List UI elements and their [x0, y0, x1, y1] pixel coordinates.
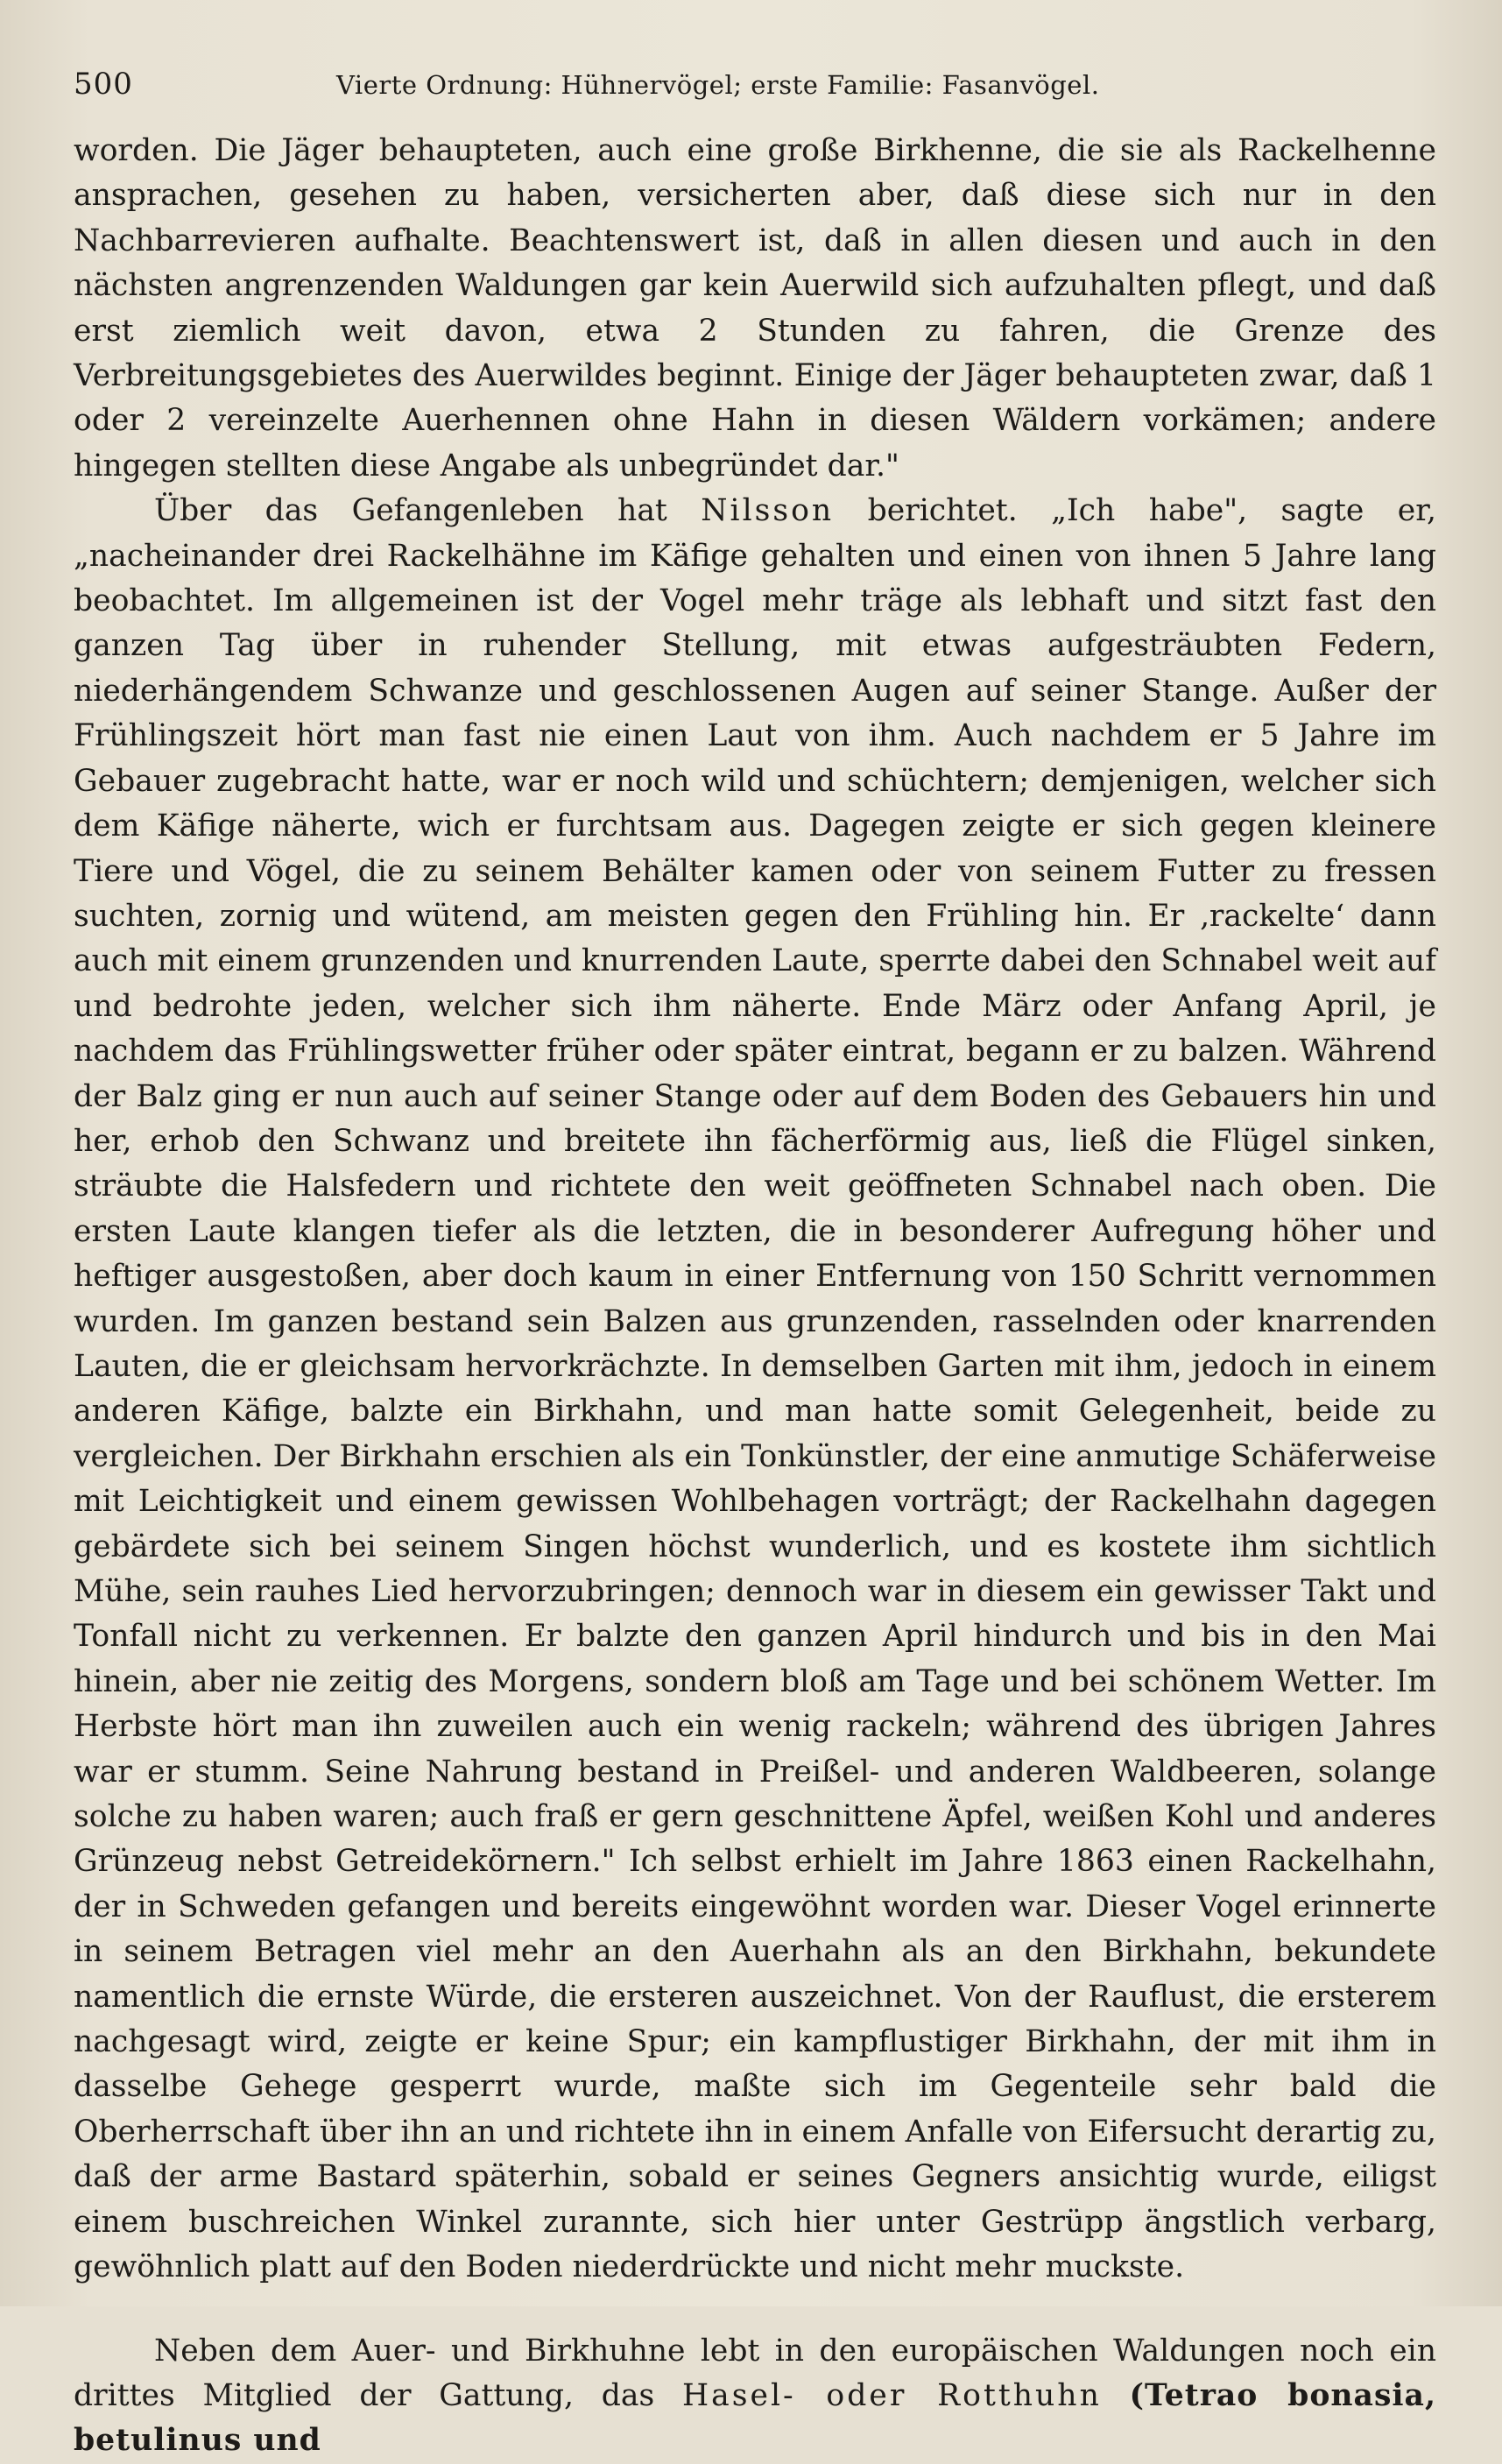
paragraph-continued: worden. Die Jäger behaupteten, auch eine große Birkhenne, die sie als Rackelhenne ansprachen, gesehen zu haben, versicherten aber, daß diese sich nur in den Nachbarrevieren aufhalte. Beachtenswert ist, daß in allen diesen und auch in den nächsten angrenzenden Waldungen gar kein Auerwild sich aufzuhalten pflegt, und daß erst ziemlich weit davon, etwa 2 Stunden zu fahren, die Grenze des Verbreitungsgebietes des Auerwildes beginnt. Einige der Jäger behaupteten zwar, daß 1 oder 2 vereinzelte Auerhennen ohne Hahn in diesen Wäldern vorkämen; andere hingegen stellten diese Angabe als unbegründet dar." [74, 133, 1436, 484]
latin-species-name: (Tetrao bonasia, betulinus und [74, 2377, 1436, 2459]
running-head: Vierte Ordnung: Hühnervögel; erste Familie: Fasanvögel. [336, 70, 1100, 100]
paragraph-nilsson-report [74, 489, 1436, 2290]
page-number: 500 [74, 67, 133, 102]
body-text [74, 129, 1436, 2464]
paragraph-text-rest: berichtet. „Ich habe", sagte er, „nacheinander drei Rackelhähne im Käfige gehalten und einen von ihnen 5 Jahre lang beobachtet. Im allgemeinen ist der Vogel mehr träge als lebhaft und sitzt fast den ganzen Tag über in ruhender Stellung, mit etwas aufgesträubten Federn, niederhängendem Schwanze und geschlossenen Augen auf seiner Stange. Außer der Frühlingszeit hört man fast nie einen Laut von ihm. Auch nachdem er 5 Jahre im Gebauer zugebracht hatte, war er noch wild und schüchtern; demjenigen, welcher sich dem Käfige näherte, wich er furchtsam aus. Dagegen zeigte er sich gegen kleinere Tiere und Vögel, die zu seinem Behälter kamen oder von seinem Futter zu fressen suchten, zornig und wütend, am meisten gegen den Frühling hin. Er ‚rackelte‘ dann auch mit einem grunzenden und knurrenden Laute, sperrte dabei den Schnabel weit auf und bedrohte jeden, welcher sich ihm näherte. Ende März oder Anfang April, je nachdem das Frühlingswetter früher oder später eintrat, begann er zu balzen. Während der Balz ging er nun auch auf seiner Stange oder auf dem Boden des Gebauers hin und her, erhob den Schwanz und breitete ihn fächerförmig aus, ließ die Flügel sinken, sträubte die Halsfedern und richtete den weit geöffneten Schnabel nach oben. Die ersten Laute klangen tiefer als die letzten, die in besonderer Aufregung höher und heftiger ausgestoßen, aber doch kaum in einer Entfernung von 150 Schritt vernommen wurden. Im ganzen bestand sein Balzen aus grunzenden, rasselnden oder knarrenden Lauten, die er gleichsam hervorkrächzte. In demselben Garten mit ihm, jedoch in einem anderen Käfige, balzte ein Birkhahn, und man hatte somit Gelegenheit, beide zu vergleichen. Der Birkhahn erschien als ein Tonkünstler, der eine anmutige Schäferweise mit Leichtigkeit und einem gewissen Wohlbehagen vorträgt; der Rackelhahn dagegen gebärdete sich bei seinem Singen höchst wunderlich, und es kostete ihm sichtlich Mühe, sein rauhes Lied hervorzubringen; dennoch war in diesem ein gewisser Takt und Tonfall nicht zu verkennen. Er balzte den ganzen April hindurch und bis in den Mai hinein, aber nie zeitig des Morgens, sondern bloß am Tage und bei schönem Wetter. Im Herbste hört man ihn zuweilen auch ein wenig rackeln; während des übrigen Jahres war er stumm. Seine Nahrung bestand in Preißel- und anderen Waldbeeren, solange solche zu haben waren; auch fraß er gern geschnittene Äpfel, weißen Kohl und anderes Grünzeug nebst Getreidekörnern." Ich selbst erhielt im Jahre 1863 einen Rackelhahn, der in Schweden gefangen und bereits eingewöhnt worden war. Dieser Vogel erinnerte in seinem Betragen viel mehr an den Auerhahn als an den Birkhahn, bekundete namentlich die ernste Würde, die ersteren auszeichnet. Von der Rauflust, die ersterem nachgesagt wird, zeigte er keine Spur; ein kampflustiger Birkhahn, der mit ihm in dasselbe Gehege gesperrt wurde, maßte sich im Gegenteile sehr bald die Oberherrschaft über ihn an und richtete ihn in einem Anfalle von Eifersucht derartig zu, daß der arme Bastard späterhin, sobald er seines Gegners ansichtig wurde, eiligst einem buschreichen Winkel zurannte, sich hier unter Gestrüpp ängstlich verbarg, gewöhnlich platt auf den Boden niederdrückte und nicht mehr muckste. [74, 493, 1436, 2285]
author-name-nilsson: Nilsson [701, 493, 835, 529]
paragraph-text-start: Neben dem Auer- und Birkhuhne lebt in den europäischen Waldungen noch ein drittes Mitglied der Gattung, das [74, 2333, 1436, 2413]
species-name-haselhuhn: Hasel- oder Rotthuhn [681, 2377, 1102, 2413]
page-header [74, 63, 1440, 109]
paragraph-haselhuhn [74, 2329, 1436, 2464]
paragraph-text-start: Über das Gefangenleben hat [154, 493, 702, 529]
